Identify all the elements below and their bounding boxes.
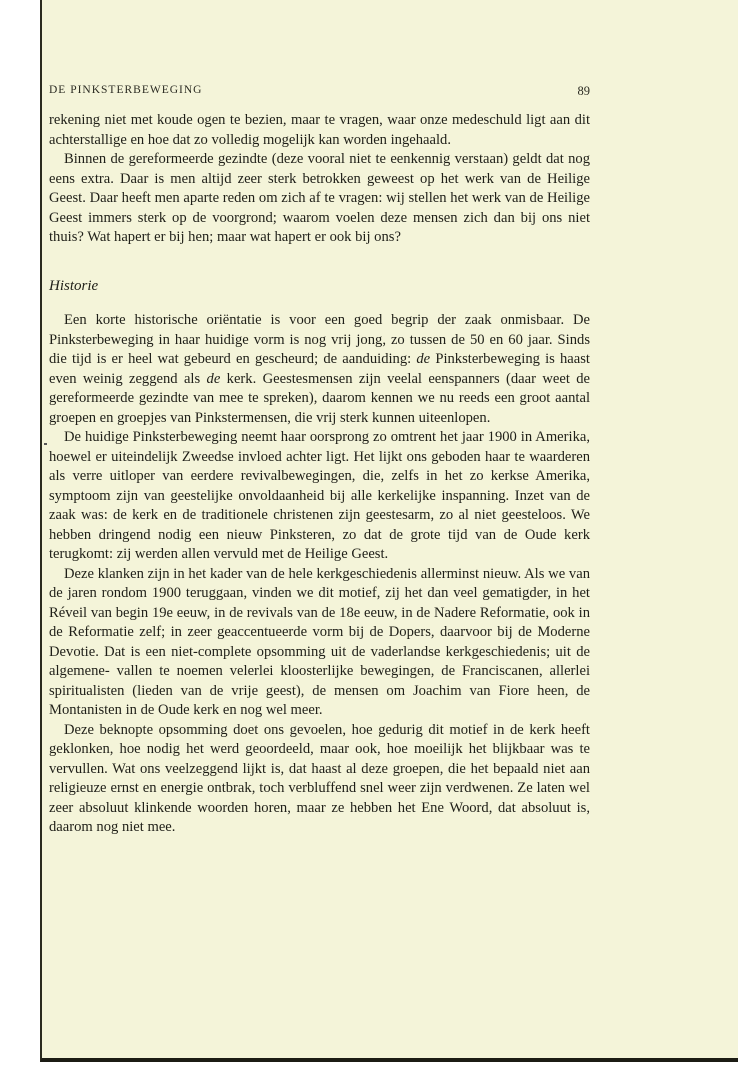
running-title: DE PINKSTERBEWEGING <box>49 84 203 96</box>
paragraph-continuation: rekening niet met koude ogen te bezien, maar te vragen, waar onze medeschuld ligt aan dit achterstallige en hoe dat zo volledig mogelijk kan worden ingehaald. <box>49 112 590 148</box>
heading-spacer <box>49 296 590 311</box>
paragraph-kerkgeschiedenis: Deze klanken zijn in het kader van de hele kerkgeschiedenis allerminst nieuw. Als we van de jaren rondom 1900 teruggaan, vinden we dit motief, zij het dan veel gematigder, in het Réveil van begin 19e eeuw, in de revivals van de 18e eeuw, in de Nadere Reformatie, ook in de Reformatie zelf; in zeer geaccentueerde vorm bij de Dopers, daarvoor bij de Moderne Devotie. Dat is een niet-complete opsomming uit de vaderlandse kerkgeschiedenis; uit de algemene- vallen te noemen velerlei kloosterlijke bewegingen, de Franciscanen, allerlei spiritualisten (lieden van de vrije geest), de mensen om Joachim van Fiore heen, de Montanisten in de Oude kerk en nog wel meer. <box>49 565 590 718</box>
paragraph-text: kerk. Geestesmensen zijn veelal eenspanners (daar weet de gereformeerde gezindte van mee te spreken), daarom kennen we nu reeds een groot aantal groepen en groepjes van Pinkstermensen, die vrij sterk kunnen uiteenlopen. <box>49 370 590 426</box>
paragraph-historische-orientatie <box>49 311 590 428</box>
section-spacer <box>49 248 590 277</box>
margin-mark <box>44 443 47 445</box>
page-body <box>49 111 590 838</box>
emphasis-de: de <box>206 370 221 387</box>
paragraph-text: Een korte historische oriëntatie is voor een goed begrip der zaak onmisbaar. De Pinksterbeweging in haar huidige vorm is nog vrij jong, zo tussen de 50 en 60 jaar. Sinds die tijd is er heel wat gebeurd en gescheurd; de aanduiding: <box>49 312 590 367</box>
paragraph-text: Pinksterbeweging is haast even weinig zeggend als <box>49 351 590 387</box>
emphasis-de: de <box>416 351 431 367</box>
running-header <box>49 84 590 100</box>
section-heading: Historie <box>49 277 99 294</box>
paragraph-opsomming: Deze beknopte opsomming doet ons gevoelen, hoe gedurig dit motief in de kerk heeft geklonken, hoe nodig het werd geoordeeld, maar ook, hoe moeilijk het blijkbaar was te vervullen. Wat ons veelzeggend lijkt is, dat haast al deze groepen, die het bepaald niet aan religieuze ernst en energie ontbrak, toch verbluffend snel weer zijn verdwenen. Ze laten wel zeer absoluut klinkende woorden horen, maar ze hebben het Ene Woord, dat absoluut is, daarom nog niet mee. <box>49 721 590 835</box>
paragraph-oorsprong: De huidige Pinksterbeweging neemt haar oorsprong zo omtrent het jaar 1900 in Amerika, hoewel er uiteindelijk Zweedse invloed achter ligt. Het lijkt ons geboden haar te waarderen als verre uitloper van eerdere revivalbewegingen, die, zelfs in het zo kerkse Amerika, symptoom zijn van geestelijke onvoldaanheid bij alle kerkelijke inspanning. Inzet van de zaak was: de kerk en de traditionele christenen zijn geestesarm, zo al niet geesteloos. We hebben dringend nodig een nieuw Pinksteren, zo dat de grote tijd van de Oude kerk terugkomt: zij werden allen vervuld met de Heilige Geest. <box>49 429 590 562</box>
page-number: 89 <box>577 84 590 98</box>
paragraph-gereformeerde-gezindte: Binnen de gereformeerde gezindte (deze vooral niet te eenkennig verstaan) geldt dat nog eens extra. Daar is men altijd zeer sterk betrokken geweest op het werk van de Heilige Geest. Daar heeft men aparte reden om zich af te vragen: wij stellen het werk van de Heilige Geest immers sterk op de voorgrond; waarom voelen deze mensen zich dan bij ons niet thuis? Wat hapert er bij hen; maar wat hapert er ook bij ons? <box>49 151 590 245</box>
